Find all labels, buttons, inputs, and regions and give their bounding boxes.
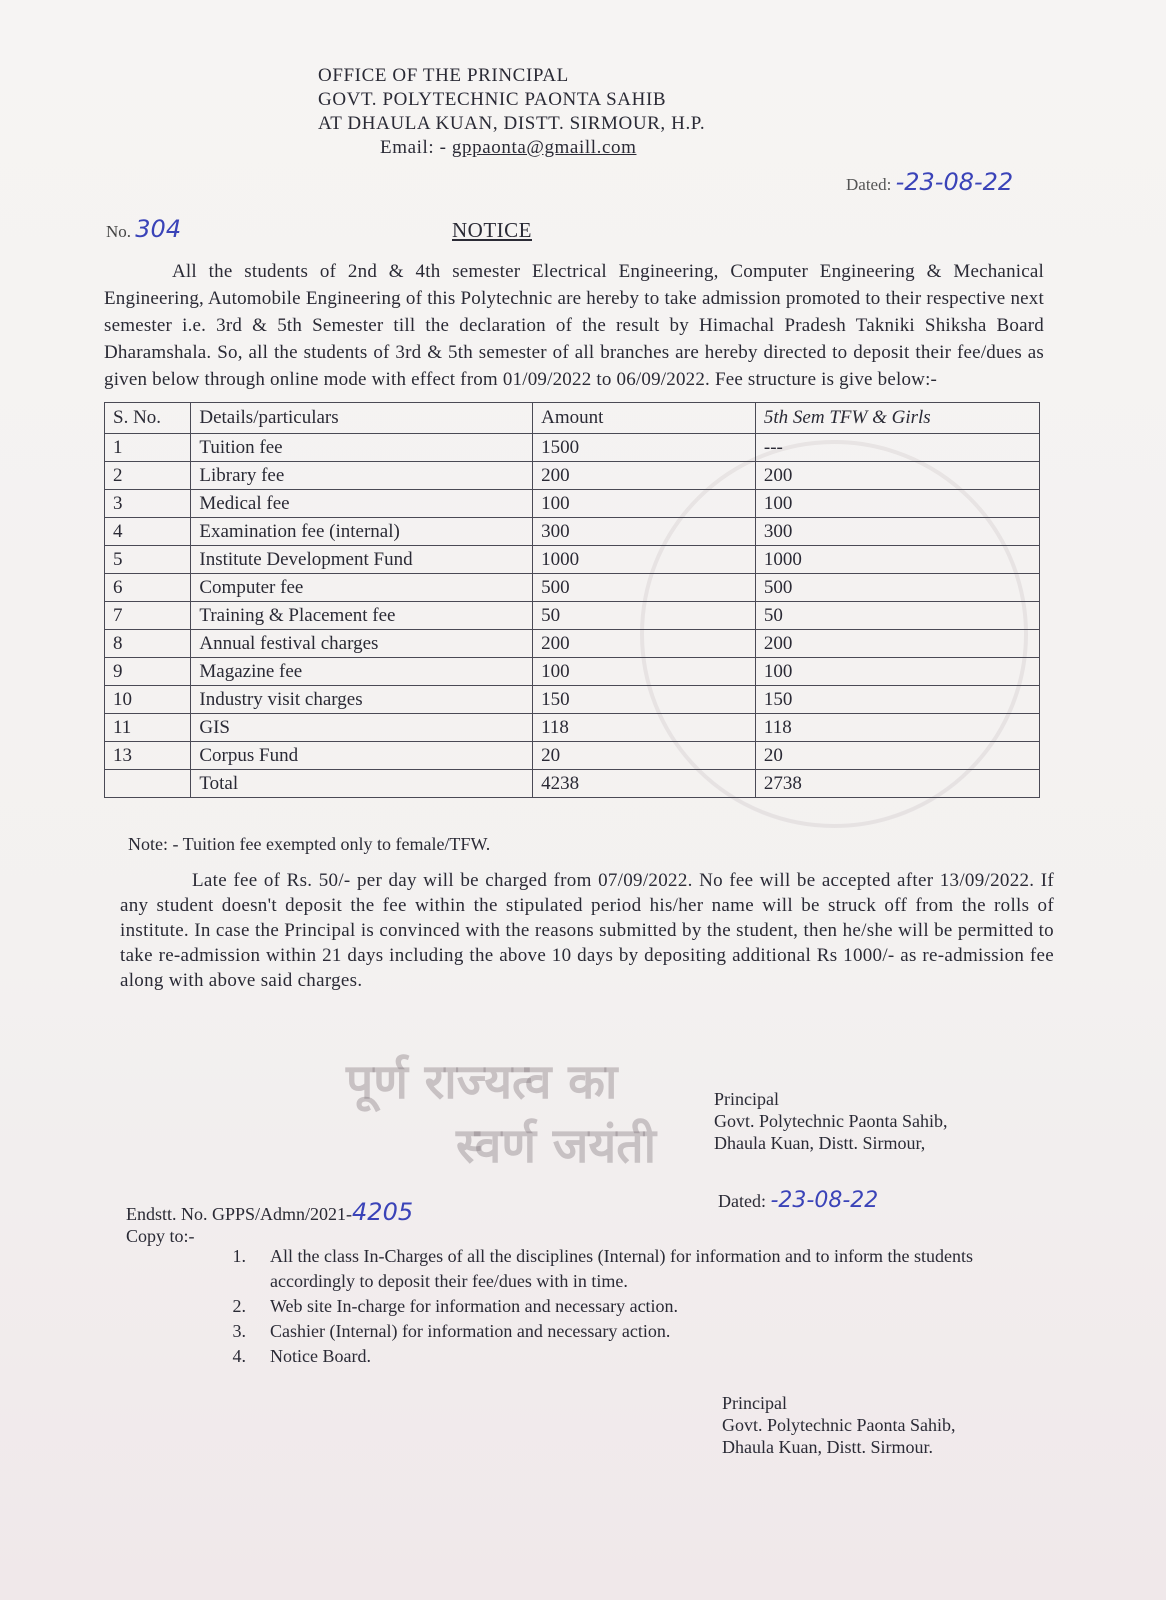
principal-signature-block-1 bbox=[714, 1088, 947, 1154]
cell-sno: 10 bbox=[105, 686, 191, 714]
cell-details: Magazine fee bbox=[191, 658, 533, 686]
cell-tfw-girls: 20 bbox=[755, 742, 1039, 770]
cell-details: Total bbox=[191, 770, 533, 798]
endorsement-label: Endstt. No. GPPS/Admn/2021- bbox=[126, 1204, 353, 1224]
notice-number-label: No. bbox=[106, 222, 132, 241]
notice-paragraph-1: All the students of 2nd & 4th semester Electrical Engineering, Computer Engineering & Mechanical Engineering, Automobile Engineering of this Polytechnic are hereby to take admission promoted to their respective next semester i.e. 3rd & 5th Semester till the declaration of the result by Himachal Pradesh Takniki Shiksha Board Dharamshala. So, all the students of 3rd & 5th semester of all branches are hereby directed to deposit their fee/dues as given below through online mode with effect from 01/09/2022 to 06/09/2022. Fee structure is give below:- bbox=[104, 261, 1044, 390]
signature2-address: Dhaula Kuan, Distt. Sirmour. bbox=[722, 1437, 933, 1457]
cell-amount: 150 bbox=[533, 686, 756, 714]
cell-sno: 8 bbox=[105, 630, 191, 658]
cell-sno: 6 bbox=[105, 574, 191, 602]
list-item-text: Notice Board. bbox=[270, 1346, 371, 1366]
cell-tfw-girls: 200 bbox=[755, 462, 1039, 490]
cell-tfw-girls: 50 bbox=[755, 602, 1039, 630]
letterhead-line-3: AT DHAULA KUAN, DISTT. SIRMOUR, H.P. bbox=[318, 113, 706, 134]
cell-details: Industry visit charges bbox=[191, 686, 533, 714]
table-note: Note: - Tuition fee exempted only to female/TFW. bbox=[128, 834, 491, 854]
dated-bottom bbox=[718, 1188, 878, 1213]
fee-table-body bbox=[105, 434, 1040, 798]
table-row bbox=[105, 602, 1040, 630]
signature2-institute: Govt. Polytechnic Paonta Sahib, bbox=[722, 1415, 956, 1435]
cell-sno: 7 bbox=[105, 602, 191, 630]
jubilee-stamp bbox=[346, 1050, 656, 1178]
cell-amount: 50 bbox=[533, 602, 756, 630]
cell-tfw-girls: 2738 bbox=[755, 770, 1039, 798]
stamp-line-2: स्वर्ण जयंती bbox=[456, 1118, 657, 1174]
table-row bbox=[105, 546, 1040, 574]
cell-amount: 4238 bbox=[533, 770, 756, 798]
list-item bbox=[180, 1244, 1040, 1294]
list-item bbox=[180, 1344, 1040, 1369]
cell-amount: 100 bbox=[533, 658, 756, 686]
cell-details: Medical fee bbox=[191, 490, 533, 518]
list-item-text: Cashier (Internal) for information and necessary action. bbox=[270, 1321, 671, 1341]
cell-sno: 2 bbox=[105, 462, 191, 490]
signature1-institute: Govt. Polytechnic Paonta Sahib, bbox=[714, 1111, 948, 1131]
cell-tfw-girls: 118 bbox=[755, 714, 1039, 742]
table-row bbox=[105, 742, 1040, 770]
table-row bbox=[105, 574, 1040, 602]
cell-details: GIS bbox=[191, 714, 533, 742]
letterhead-line-2: GOVT. POLYTECHNIC PAONTA SAHIB bbox=[318, 89, 667, 110]
table-row bbox=[105, 686, 1040, 714]
cell-details: Examination fee (internal) bbox=[191, 518, 533, 546]
letterhead-line-1: OFFICE OF THE PRINCIPAL bbox=[318, 65, 569, 86]
cell-details: Training & Placement fee bbox=[191, 602, 533, 630]
cell-amount: 500 bbox=[533, 574, 756, 602]
signature1-title: Principal bbox=[714, 1089, 779, 1109]
table-row bbox=[105, 462, 1040, 490]
copy-to-label: Copy to:- bbox=[126, 1226, 195, 1246]
header-sno: S. No. bbox=[105, 403, 191, 434]
cell-sno: 9 bbox=[105, 658, 191, 686]
email-label: Email: - bbox=[380, 137, 447, 158]
cell-amount: 200 bbox=[533, 630, 756, 658]
cell-sno: 5 bbox=[105, 546, 191, 574]
table-row bbox=[105, 714, 1040, 742]
cell-tfw-girls: --- bbox=[755, 434, 1039, 462]
fee-structure-table bbox=[104, 402, 1040, 798]
header-tfw-girls: 5th Sem TFW & Girls bbox=[755, 403, 1039, 434]
list-item bbox=[180, 1319, 1040, 1344]
list-item-text: All the class In-Charges of all the disciplines (Internal) for information and to inform the students accordingly to deposit their fee/dues with in time. bbox=[270, 1246, 973, 1291]
cell-sno bbox=[105, 770, 191, 798]
cell-amount: 1000 bbox=[533, 546, 756, 574]
cell-amount: 20 bbox=[533, 742, 756, 770]
stamp-line-1: पूर्ण राज्यत्व का bbox=[346, 1054, 618, 1110]
endorsement-number bbox=[126, 1198, 413, 1226]
cell-tfw-girls: 500 bbox=[755, 574, 1039, 602]
dated-bottom-value: -23-08-22 bbox=[770, 1188, 879, 1213]
cell-tfw-girls: 300 bbox=[755, 518, 1039, 546]
signature2-title: Principal bbox=[722, 1393, 787, 1413]
cell-sno: 4 bbox=[105, 518, 191, 546]
cell-details: Computer fee bbox=[191, 574, 533, 602]
notice-number-value: 304 bbox=[135, 215, 182, 243]
cell-sno: 1 bbox=[105, 434, 191, 462]
table-row bbox=[105, 658, 1040, 686]
header-amount: Amount bbox=[533, 403, 756, 434]
principal-signature-block-2 bbox=[722, 1392, 955, 1458]
dated-top bbox=[846, 168, 1013, 196]
signature1-address: Dhaula Kuan, Distt. Sirmour, bbox=[714, 1133, 926, 1153]
dated-top-label: Dated: bbox=[846, 175, 892, 194]
dated-top-value: -23-08-22 bbox=[895, 168, 1014, 196]
cell-sno: 3 bbox=[105, 490, 191, 518]
cell-details: Tuition fee bbox=[191, 434, 533, 462]
cell-details: Institute Development Fund bbox=[191, 546, 533, 574]
cell-amount: 300 bbox=[533, 518, 756, 546]
list-item-number: 2. bbox=[232, 1296, 246, 1316]
table-header-row bbox=[105, 403, 1040, 434]
cell-tfw-girls: 100 bbox=[755, 490, 1039, 518]
notice-title: NOTICE bbox=[452, 218, 532, 242]
table-row bbox=[105, 518, 1040, 546]
copy-to-list bbox=[180, 1244, 1040, 1369]
cell-amount: 100 bbox=[533, 490, 756, 518]
dated-bottom-label: Dated: bbox=[718, 1191, 766, 1211]
email-line bbox=[318, 136, 705, 160]
table-row bbox=[105, 434, 1040, 462]
notice-paragraph-2: Late fee of Rs. 50/- per day will be charged from 07/09/2022. No fee will be accepted after 13/09/2022. If any student doesn't deposit the fee within the stipulated period his/her name will be struck off from the rolls of institute. In case the Principal is convinced with the reasons submitted by the student, then he/she will be permitted to take re-admission within 21 days including the above 10 days by depositing additional Rs 1000/- as re-admission fee along with above said charges. bbox=[120, 870, 1054, 991]
table-row bbox=[105, 490, 1040, 518]
list-item-number: 1. bbox=[232, 1246, 246, 1266]
cell-amount: 1500 bbox=[533, 434, 756, 462]
cell-tfw-girls: 1000 bbox=[755, 546, 1039, 574]
cell-tfw-girls: 100 bbox=[755, 658, 1039, 686]
cell-amount: 200 bbox=[533, 462, 756, 490]
endorsement-value: 4205 bbox=[352, 1198, 414, 1226]
list-item bbox=[180, 1294, 1040, 1319]
notice-number bbox=[106, 215, 181, 243]
cell-sno: 13 bbox=[105, 742, 191, 770]
cell-details: Library fee bbox=[191, 462, 533, 490]
email-address: gppaonta@gmaill.com bbox=[451, 137, 637, 158]
list-item-text: Web site In-charge for information and necessary action. bbox=[270, 1296, 679, 1316]
list-item-number: 4. bbox=[232, 1346, 246, 1366]
table-row bbox=[105, 770, 1040, 798]
cell-amount: 118 bbox=[533, 714, 756, 742]
table-row bbox=[105, 630, 1040, 658]
cell-tfw-girls: 150 bbox=[755, 686, 1039, 714]
letterhead bbox=[318, 64, 705, 160]
header-details: Details/particulars bbox=[191, 403, 533, 434]
cell-details: Corpus Fund bbox=[191, 742, 533, 770]
cell-sno: 11 bbox=[105, 714, 191, 742]
cell-tfw-girls: 200 bbox=[755, 630, 1039, 658]
list-item-number: 3. bbox=[232, 1321, 246, 1341]
cell-details: Annual festival charges bbox=[191, 630, 533, 658]
